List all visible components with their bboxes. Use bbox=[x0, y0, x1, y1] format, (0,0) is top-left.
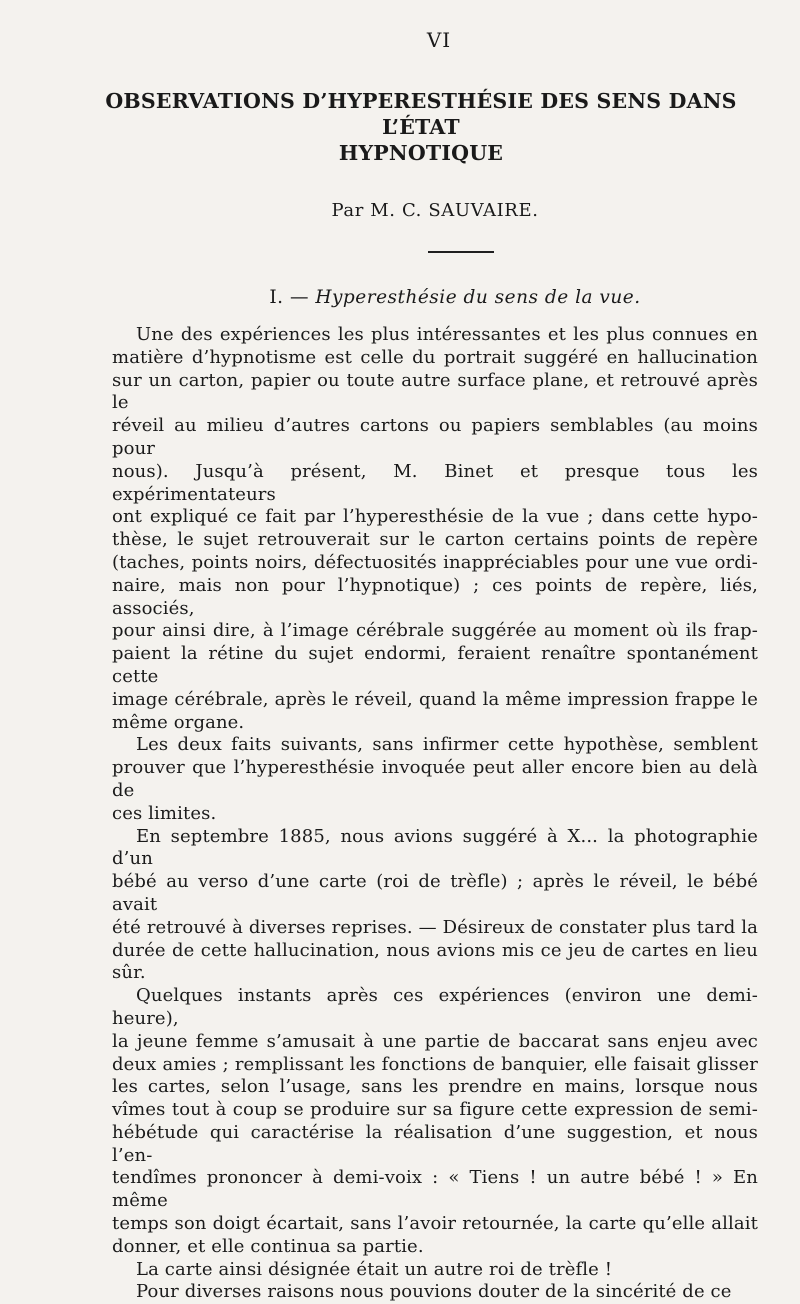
text-line: La carte ainsi désignée était un autre roi de trèfle ! bbox=[136, 1258, 613, 1280]
text-line: matière d’hypnotisme est celle du portrait suggéré en hallucination bbox=[112, 346, 758, 368]
text-line: Quelques instants après ces expériences (environ une demi-heure), bbox=[112, 985, 758, 1029]
text-line: paient la rétine du sujet endormi, feraient renaître spontanément cette bbox=[112, 643, 758, 687]
article-body bbox=[112, 324, 758, 1304]
text-line: sur un carton, papier ou toute autre surface plane, et retrouvé après le bbox=[112, 369, 758, 414]
paragraph bbox=[112, 324, 758, 734]
section-title: Hyperesthésie du sens de la vue. bbox=[315, 287, 641, 308]
text-line: tendîmes prononcer à demi-voix : « Tiens ! un autre bébé ! » En même bbox=[112, 1167, 758, 1212]
article-title bbox=[84, 88, 758, 166]
author-name: M. C. SAUVAIRE. bbox=[370, 200, 539, 221]
author-line bbox=[112, 200, 758, 221]
paragraph bbox=[112, 826, 758, 986]
text-line: prouver que l’hyperesthésie invoquée peut aller encore bien au delà de bbox=[112, 757, 758, 801]
text-line: (taches, points noirs, défectuosités inappréciables pour une vue ordi- bbox=[112, 551, 758, 573]
text-line: image cérébrale, après le réveil, quand la même impression frappe le bbox=[112, 688, 758, 710]
text-line: deux amies ; remplissant les fonctions de banquier, elle faisait glisser bbox=[112, 1053, 758, 1075]
text-line: la jeune femme s’amusait à une partie de baccarat sans enjeu avec bbox=[112, 1030, 758, 1052]
text-line: vîmes tout à coup se produire sur sa figure cette expression de semi- bbox=[112, 1099, 758, 1121]
text-line: les cartes, selon l’usage, sans les prendre en mains, lorsque nous bbox=[112, 1076, 758, 1098]
text-line: naire, mais non pour l’hypnotique) ; ces points de repère, liés, associés, bbox=[112, 574, 758, 619]
paragraph bbox=[112, 1259, 758, 1282]
text-line: En septembre 1885, nous avions suggéré à X... la photographie d’un bbox=[112, 825, 758, 870]
author-prefix: Par bbox=[331, 200, 364, 221]
text-line: bébé au verso d’une carte (roi de trèfle) ; après le réveil, le bébé avait bbox=[112, 871, 758, 915]
paragraph bbox=[112, 1281, 758, 1304]
paragraph bbox=[112, 985, 758, 1259]
article-title-line-2: HYPNOTIQUE bbox=[338, 141, 504, 165]
paragraph bbox=[112, 734, 758, 825]
text-line: ces limites. bbox=[112, 802, 217, 824]
text-line: Pour diverses raisons nous pouvions douter de la sincérité de ce bbox=[136, 1281, 732, 1303]
text-line: ont expliqué ce fait par l’hyperesthésie de la vue ; dans cette hypo- bbox=[112, 506, 758, 528]
text-line: temps son doigt écartait, sans l’avoir retournée, la carte qu’elle allait bbox=[112, 1213, 758, 1235]
text-line: sûr. bbox=[112, 962, 146, 984]
text-line: été retrouvé à diverses reprises. — Désireux de constater plus tard la bbox=[112, 916, 758, 938]
text-line: thèse, le sujet retrouverait sur le carton certains points de repère bbox=[112, 529, 758, 551]
section-number: I. — bbox=[269, 287, 309, 308]
text-line: donner, et elle continua sa partie. bbox=[112, 1235, 424, 1257]
text-line: même organe. bbox=[112, 711, 245, 733]
text-line: durée de cette hallucination, nous avions mis ce jeu de cartes en lieu bbox=[112, 939, 758, 961]
text-line: réveil au milieu d’autres cartons ou papiers semblables (au moins pour bbox=[112, 415, 758, 459]
article-title-line-1: OBSERVATIONS D’HYPERESTHÉSIE DES SENS DANS L’ÉTAT bbox=[105, 89, 737, 139]
text-line: nous). Jusqu’à présent, M. Binet et presque tous les expérimentateurs bbox=[112, 460, 758, 505]
section-heading bbox=[112, 287, 758, 308]
text-line: hébétude qui caractérise la réalisation d’une suggestion, et nous l’en- bbox=[112, 1121, 758, 1166]
title-divider bbox=[428, 251, 494, 253]
chapter-number: VI bbox=[426, 28, 452, 52]
text-line: Les deux faits suivants, sans infirmer cette hypothèse, semblent bbox=[136, 734, 758, 756]
text-line: Une des expériences les plus intéressantes et les plus connues en bbox=[136, 324, 758, 345]
text-line: pour ainsi dire, à l’image cérébrale suggérée au moment où ils frap- bbox=[112, 620, 758, 642]
